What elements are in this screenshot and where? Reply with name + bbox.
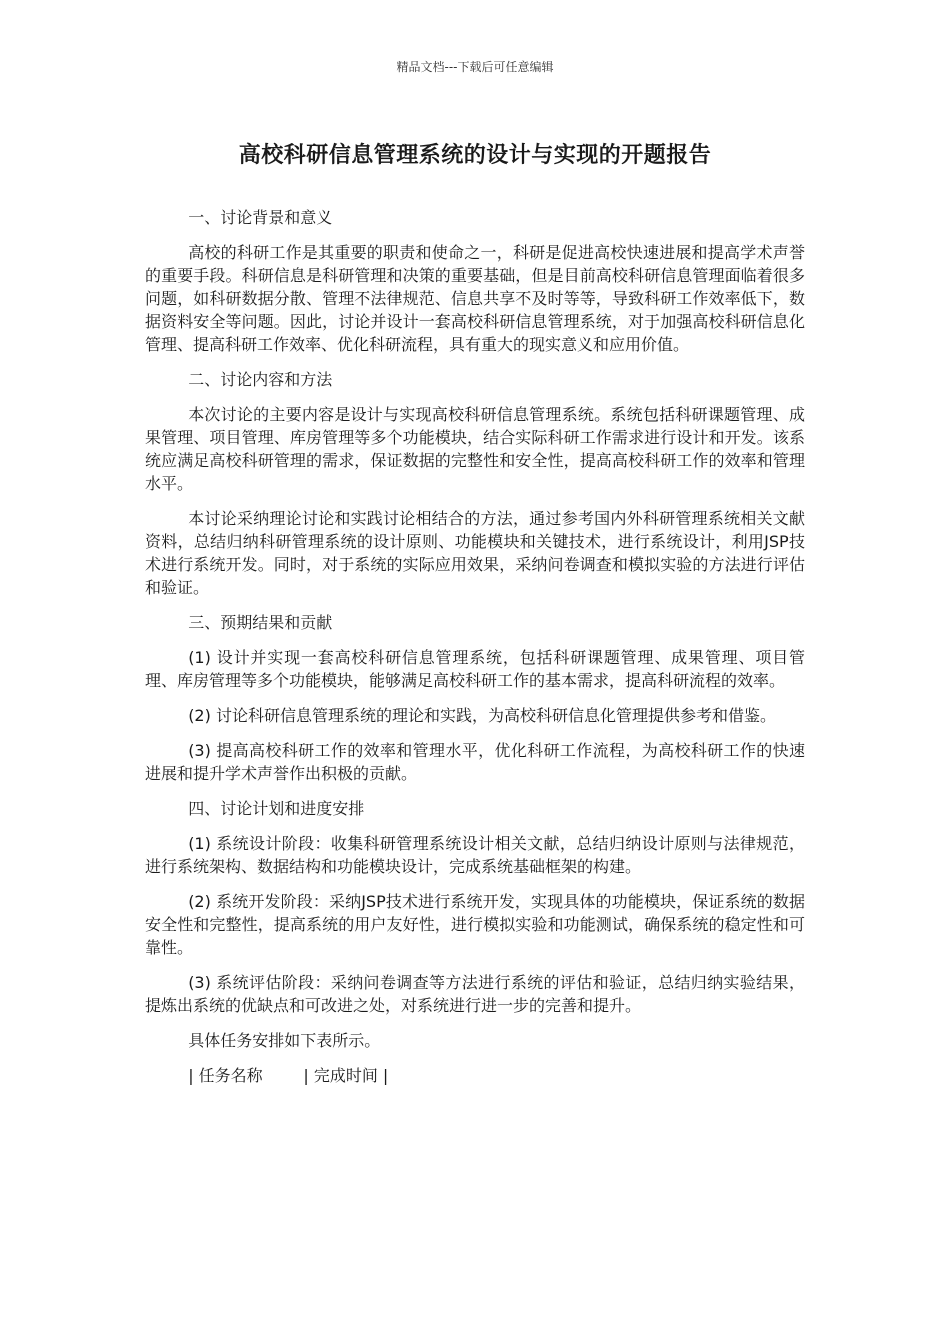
- section-heading-expected-results: 三、预期结果和贡献: [188, 613, 333, 632]
- list-item: (3) 提高高校科研工作的效率和管理水平，优化科研工作流程，为高校科研工作的快速进展和提升学术声誉作出积极的贡献。: [145, 741, 805, 783]
- paragraph: 具体任务安排如下表所示。: [188, 1031, 381, 1050]
- section-heading-content-method: 二、讨论内容和方法: [188, 370, 333, 389]
- list-item: (3) 系统评估阶段：采纳问卷调查等方法进行系统的评估和验证，总结归纳实验结果，提炼出系统的优缺点和可改进之处，对系统进行进一步的完善和提升。: [145, 973, 805, 1015]
- paragraph: 本讨论采纳理论讨论和实践讨论相结合的方法，通过参考国内外科研管理系统相关文献资料，总结归纳科研管理系统的设计原则、功能模块和关键技术，进行系统设计，利用JSP技术进行系统开发。同时，对于系统的实际应用效果，采纳问卷调查和模拟实验的方法进行评估和验证。: [145, 509, 805, 597]
- section-heading-background: 一、讨论背景和意义: [188, 208, 333, 227]
- document-body: [145, 206, 805, 1087]
- list-item: (1) 设计并实现一套高校科研信息管理系统，包括科研课题管理、成果管理、项目管理、库房管理等多个功能模块，能够满足高校科研工作的基本需求，提高科研流程的效率。: [145, 648, 805, 690]
- list-item: (2) 系统开发阶段：采纳JSP技术进行系统开发，实现具体的功能模块，保证系统的数据安全性和完整性，提高系统的用户友好性，进行模拟实验和功能测试，确保系统的稳定性和可靠性。: [145, 892, 805, 957]
- header-note: 精品文档---下载后可任意编辑: [396, 60, 554, 74]
- paragraph: 本次讨论的主要内容是设计与实现高校科研信息管理系统。系统包括科研课题管理、成果管理、项目管理、库房管理等多个功能模块，结合实际科研工作需求进行设计和开发。该系统应满足高校科研管理的需求，保证数据的完整性和安全性，提高高校科研工作的效率和管理水平。: [145, 405, 805, 493]
- section-heading-schedule: 四、讨论计划和进度安排: [188, 799, 365, 818]
- list-item: (1) 系统设计阶段：收集科研管理系统设计相关文献，总结归纳设计原则与法律规范，进行系统架构、数据结构和功能模块设计，完成系统基础框架的构建。: [145, 834, 805, 876]
- paragraph: 高校的科研工作是其重要的职责和使命之一，科研是促进高校快速进展和提高学术声誉的重要手段。科研信息是科研管理和决策的重要基础，但是目前高校科研信息管理面临着很多问题，如科研数据分散、管理不法律规范、信息共享不及时等等，导致科研工作效率低下，数据资料安全等问题。因此，讨论并设计一套高校科研信息管理系统，对于加强高校科研信息化管理、提高科研工作效率、优化科研流程，具有重大的现实意义和应用价值。: [145, 243, 805, 354]
- table-header-row: | 任务名称 | 完成时间 |: [188, 1066, 389, 1085]
- list-item: (2) 讨论科研信息管理系统的理论和实践，为高校科研信息化管理提供参考和借鉴。: [188, 706, 776, 725]
- page-title: 高校科研信息管理系统的设计与实现的开题报告: [238, 143, 712, 168]
